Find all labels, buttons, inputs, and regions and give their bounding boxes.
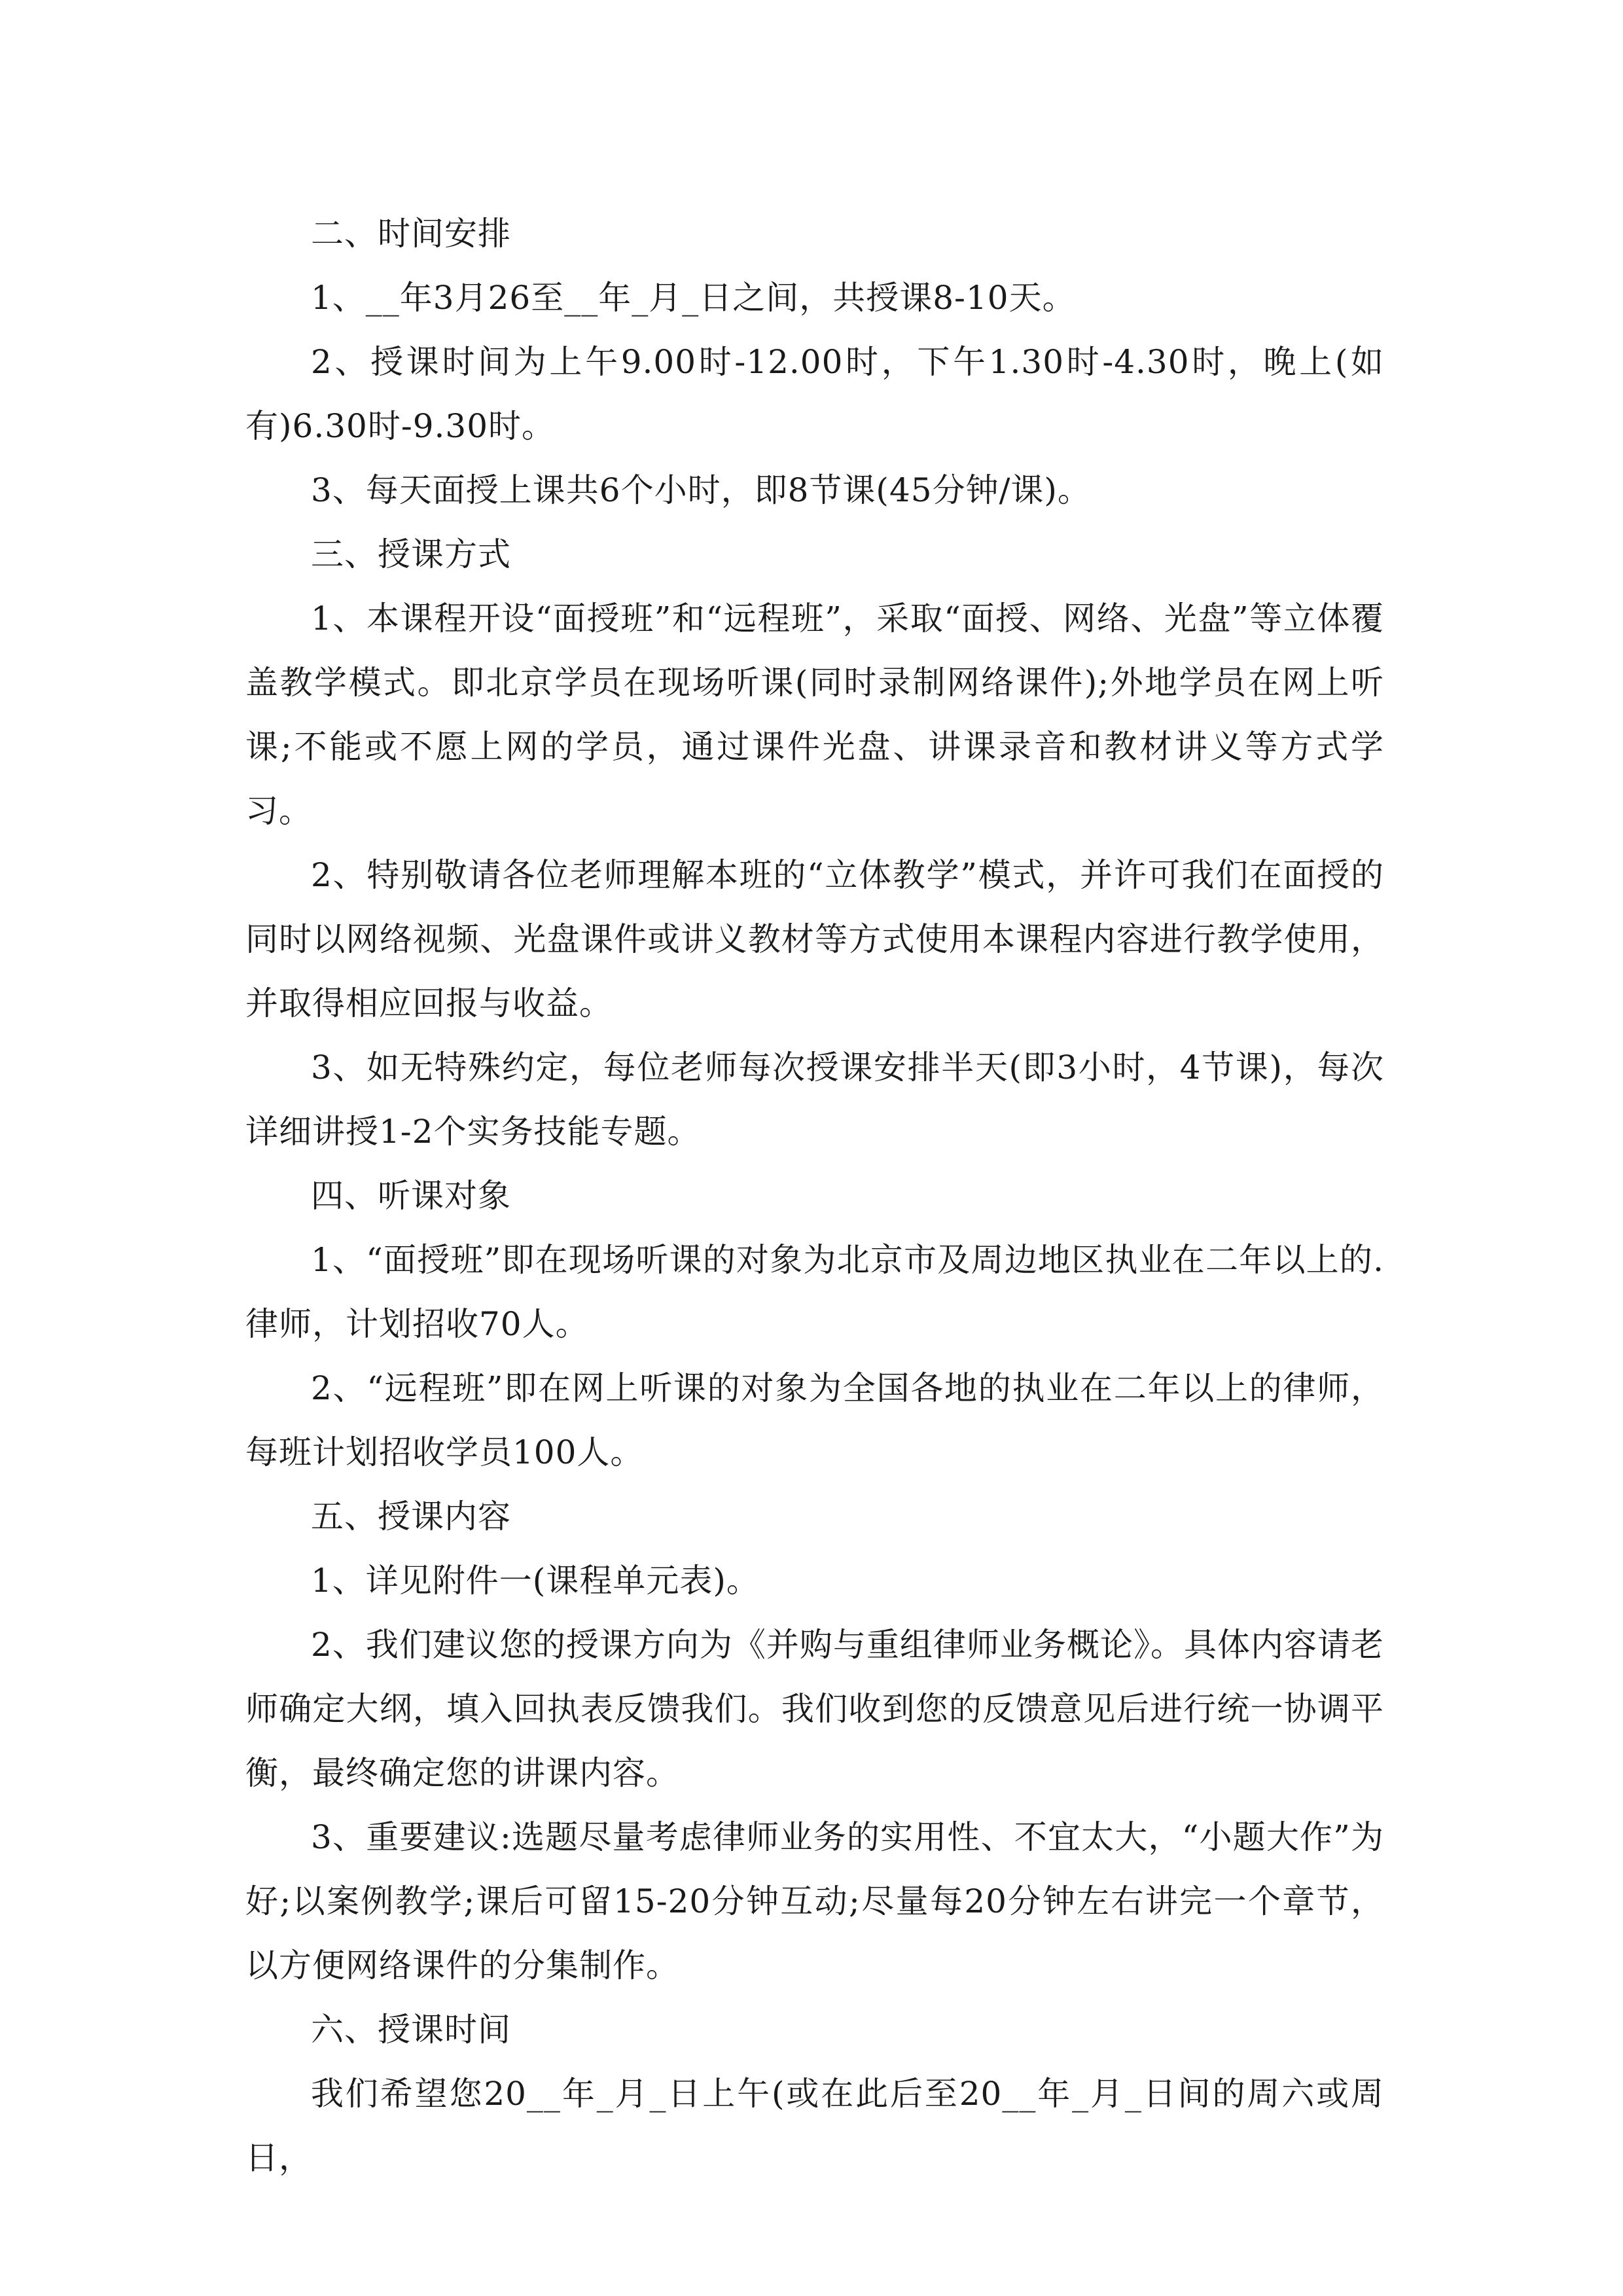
content-item-1: 1、详见附件一(课程单元表)。 [311, 1562, 760, 1600]
method-item-2: 2、特别敬请各位老师理解本班的“立体教学”模式，并许可我们在面授的同时以网络视频、光盘课件或讲义教材等方式使用本课程内容进行教学使用，并取得相应回报与收益。 [245, 856, 1384, 1022]
heading-teaching-time: 六、授课时间 [311, 2011, 511, 2049]
content-item-2: 2、我们建议您的授课方向为《并购与重组律师业务概论》。具体内容请老师确定大纲，填入回执表反馈我们。我们收到您的反馈意见后进行统一协调平衡，最终确定您的讲课内容。 [245, 1626, 1384, 1792]
time-item-3: 3、每天面授上课共6个小时，即8节课(45分钟/课)。 [311, 471, 1091, 509]
heading-teaching-method: 三、授课方式 [311, 535, 511, 573]
audience-item-1: 1、“面授班”即在现场听课的对象为北京市及周边地区执业在二年以上的.律师，计划招收70人。 [245, 1241, 1384, 1343]
heading-course-content: 五、授课内容 [311, 1498, 511, 1535]
teaching-time-text: 我们希望您20__年_月_日上午(或在此后至20__年_月_日间的周六或周日， [245, 2075, 1384, 2177]
document-body [245, 202, 1384, 2190]
audience-item-2: 2、“远程班”即在网上听课的对象为全国各地的执业在二年以上的律师，每班计划招收学员100人。 [245, 1369, 1384, 1471]
time-item-1: 1、__年3月26至__年_月_日之间，共授课8-10天。 [311, 279, 1076, 317]
method-item-1: 1、本课程开设“面授班”和“远程班”，采取“面授、网络、光盘”等立体覆盖教学模式。即北京学员在现场听课(同时录制网络课件);外地学员在网上听课;不能或不愿上网的学员，通过课件光盘、讲课录音和教材讲义等方式学习。 [245, 600, 1384, 830]
time-item-2: 2、授课时间为上午9.00时-12.00时，下午1.30时-4.30时，晚上(如有)6.30时-9.30时。 [245, 343, 1384, 445]
method-item-3: 3、如无特殊约定，每位老师每次授课安排半天(即3小时，4节课)，每次详细讲授1-2个实务技能专题。 [245, 1049, 1384, 1151]
heading-time-arrangement: 二、时间安排 [311, 215, 511, 253]
content-item-3: 3、重要建议:选题尽量考虑律师业务的实用性、不宜太大，“小题大作”为好;以案例教学;课后可留15-20分钟互动;尽量每20分钟左右讲完一个章节，以方便网络课件的分集制作。 [245, 1818, 1384, 1984]
heading-audience: 四、听课对象 [311, 1177, 511, 1215]
